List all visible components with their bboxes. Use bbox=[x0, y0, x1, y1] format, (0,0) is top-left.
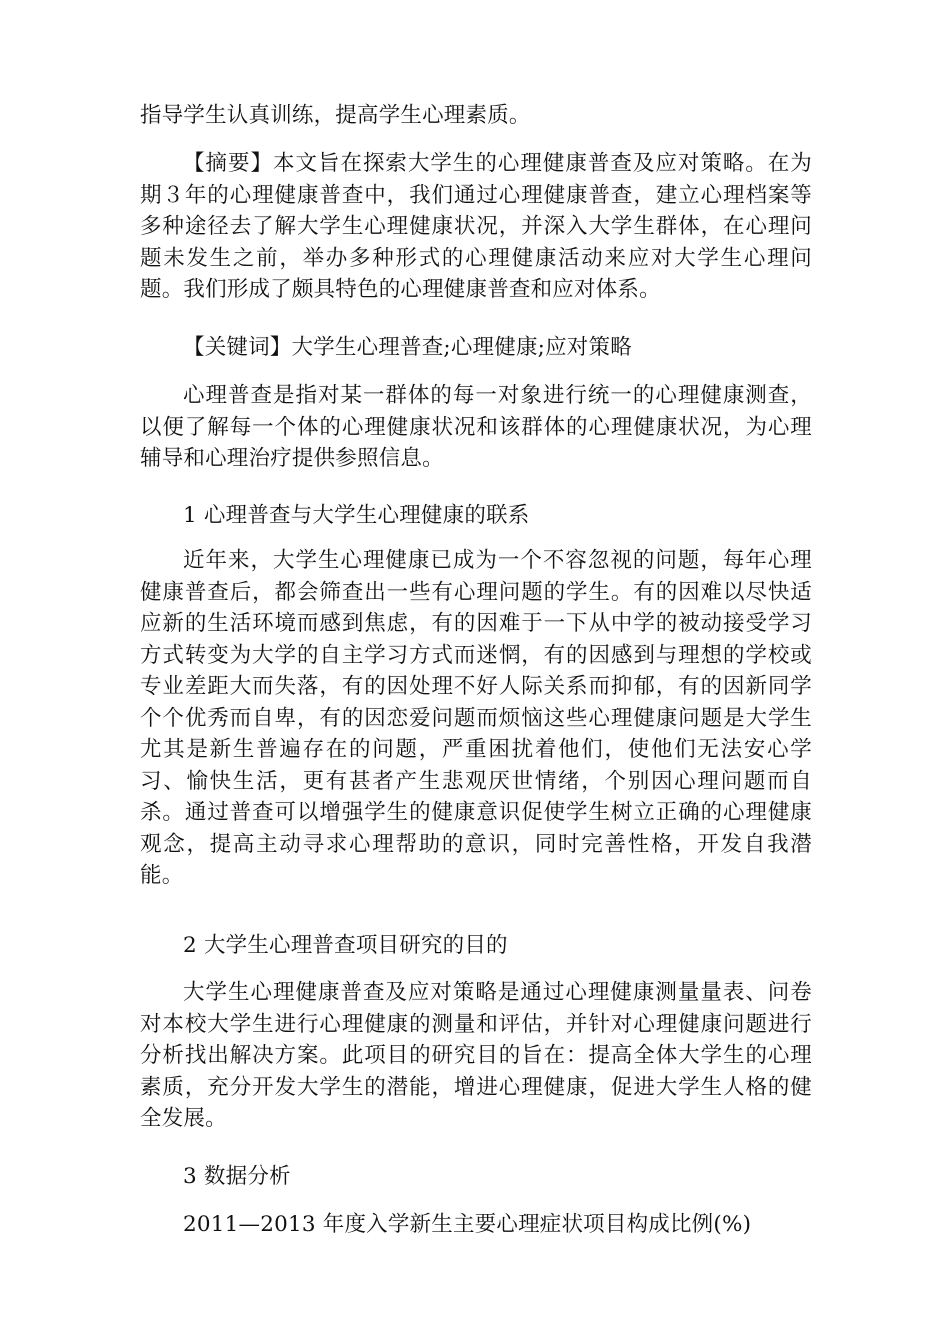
section-3-heading: 3 数据分析 bbox=[183, 1164, 291, 1189]
section-1-heading: 1 心理普查与大学生心理健康的联系 bbox=[183, 503, 530, 528]
section-1-body: 近年来，大学生心理健康已成为一个不容忽视的问题，每年心理健康普查后，都会筛查出一些有心理问题的学生。有的因难以尽快适应新的生活环境而感到焦虑，有的因难于一下从中学的被动接受学习方式转变为大学的自主学习方式而迷惘，有的因感到与理想的学校或专业差距大而失落，有的因处理不好人际关系而抑郁，有的因新同学个个优秀而自卑，有的因恋爱问题而烦恼这些心理健康问题是大学生尤其是新生普遍存在的问题，严重困扰着他们，使他们无法安心学习、愉快生活，更有甚者产生悲观厌世情绪，个别因心理问题而自杀。通过普查可以增强学生的健康意识促使学生树立正确的心理健康观念，提高主动寻求心理帮助的意识，同时完善性格，开发自我潜能。 bbox=[140, 548, 812, 888]
intro-paragraph: 心理普查是指对某一群体的每一对象进行统一的心理健康测查，以便了解每一个体的心理健康状况和该群体的心理健康状况，为心理辅导和心理治疗提供参照信息。 bbox=[140, 383, 812, 471]
continuation-paragraph: 指导学生认真训练，提高学生心理素质。 bbox=[140, 103, 531, 128]
abstract-paragraph: 【摘要】本文旨在探索大学生的心理健康普查及应对策略。在为期３年的心理健康普查中，我们通过心理健康普查，建立心理档案等多种途径去了解大学生心理健康状况，并深入大学生群体，在心理问题未发生之前，举办多种形式的心理健康活动来应对大学生心理问题。我们形成了颇具特色的心理健康普查和应对体系。 bbox=[140, 151, 812, 302]
section-2-body: 大学生心理健康普查及应对策略是通过心理健康测量量表、问卷对本校大学生进行心理健康的测量和评估，并针对心理健康问题进行分析找出解决方案。此项目的研究目的旨在：提高全体大学生的心理素质，充分开发大学生的潜能，增进心理健康，促进大学生人格的健全发展。 bbox=[140, 980, 812, 1131]
section-2-heading: 2 大学生心理普查项目研究的目的 bbox=[183, 933, 508, 958]
keywords-paragraph: 【关键词】大学生心理普查;心理健康;应对策略 bbox=[183, 335, 632, 360]
table-caption: 2011—2013 年度入学新生主要心理症状项目构成比例(%) bbox=[183, 1212, 752, 1237]
